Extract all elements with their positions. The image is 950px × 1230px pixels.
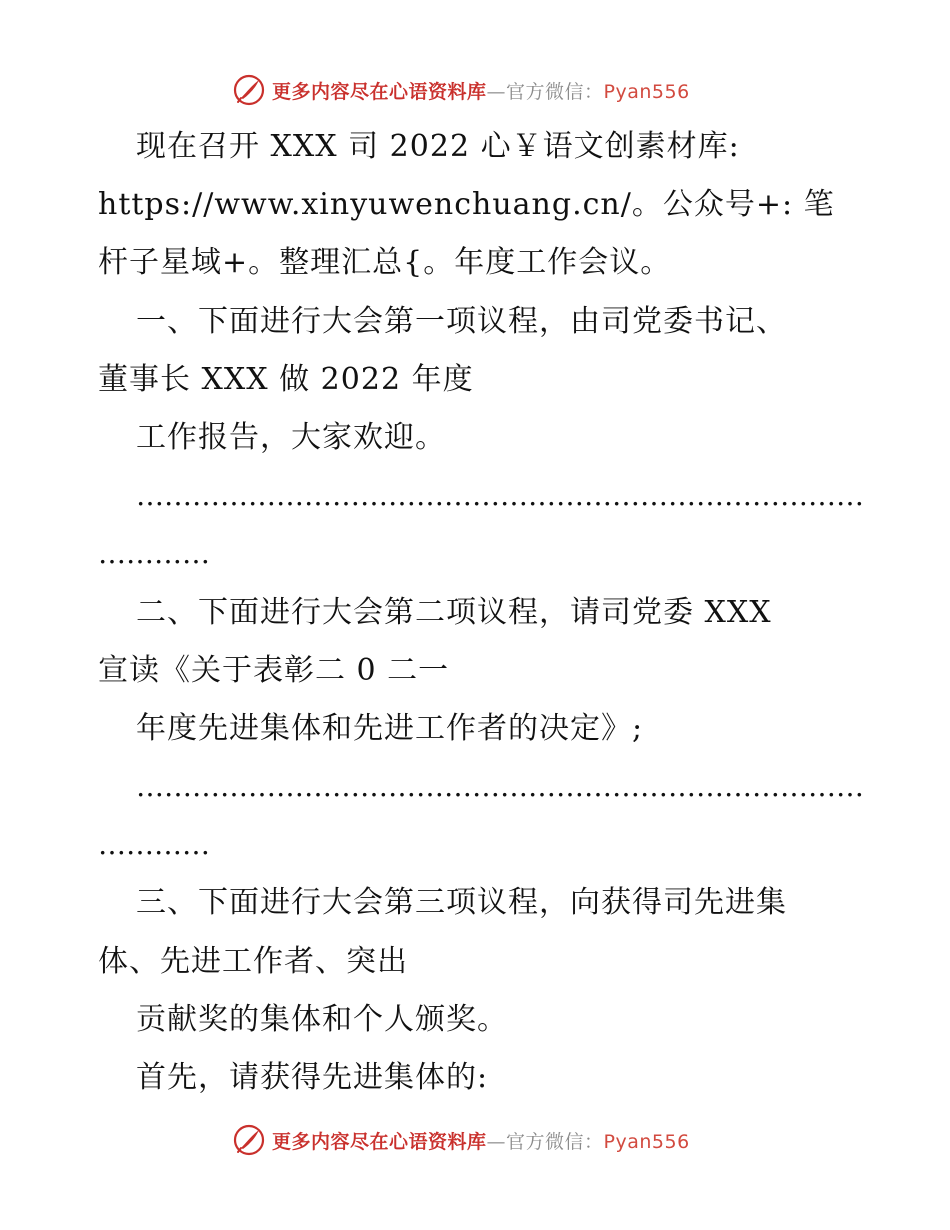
paragraph-line: 首先，请获得先进集体的: xyxy=(136,1060,489,1095)
paragraph-line: 宣读《关于表彰二 0 二一 xyxy=(98,652,450,688)
paragraph-line: 体、先进工作者、突出 xyxy=(98,943,408,979)
paragraph-line: 董事长 XXX 做 2022 年度 xyxy=(98,361,474,397)
watermark-separator: — xyxy=(486,1130,507,1153)
ellipsis-line: …………………………………………………………………… xyxy=(136,479,864,513)
footer-watermark xyxy=(232,1120,690,1160)
quill-pen-logo-icon xyxy=(232,1123,266,1157)
header-watermark xyxy=(232,70,690,110)
watermark-wechat-handle: Pyan556 xyxy=(603,1130,690,1153)
document-body xyxy=(98,118,864,1107)
watermark-wechat-handle: Pyan556 xyxy=(603,80,690,103)
paragraph-line: 杆子星域+。整理汇总{。年度工作会议。 xyxy=(98,245,672,281)
paragraph-line: 一、下面进行大会第一项议程，由司党委书记、 xyxy=(136,303,787,339)
ellipsis-line: ………… xyxy=(98,828,210,862)
watermark-wechat-label: 官方微信： xyxy=(506,80,604,103)
paragraph-line: 年度先进集体和先进工作者的决定》; xyxy=(136,710,644,746)
paragraph-line: 贡献奖的集体和个人颁奖。 xyxy=(136,1001,508,1037)
ellipsis-line: …………………………………………………………………… xyxy=(136,770,864,804)
paragraph-line: 二、下面进行大会第二项议程，请司党委 XXX xyxy=(136,594,772,630)
paragraph-line: https://www.xinyuwenchuang.cn/。公众号+: 笔 xyxy=(98,187,835,223)
ellipsis-line: ………… xyxy=(98,537,210,571)
paragraph-line: 工作报告，大家欢迎。 xyxy=(136,419,446,455)
watermark-main: 更多内容尽在心语资料库 xyxy=(272,80,487,103)
watermark-wechat-label: 官方微信： xyxy=(506,1130,604,1153)
watermark-text xyxy=(272,1127,690,1154)
quill-pen-logo-icon xyxy=(232,73,266,107)
watermark-separator: — xyxy=(486,80,507,103)
paragraph-line: 三、下面进行大会第三项议程，向获得司先进集 xyxy=(136,885,787,921)
paragraph-line: 现在召开 XXX 司 2022 心￥语文创素材库: xyxy=(136,129,740,164)
watermark-main: 更多内容尽在心语资料库 xyxy=(272,1130,487,1153)
watermark-text xyxy=(272,77,690,104)
